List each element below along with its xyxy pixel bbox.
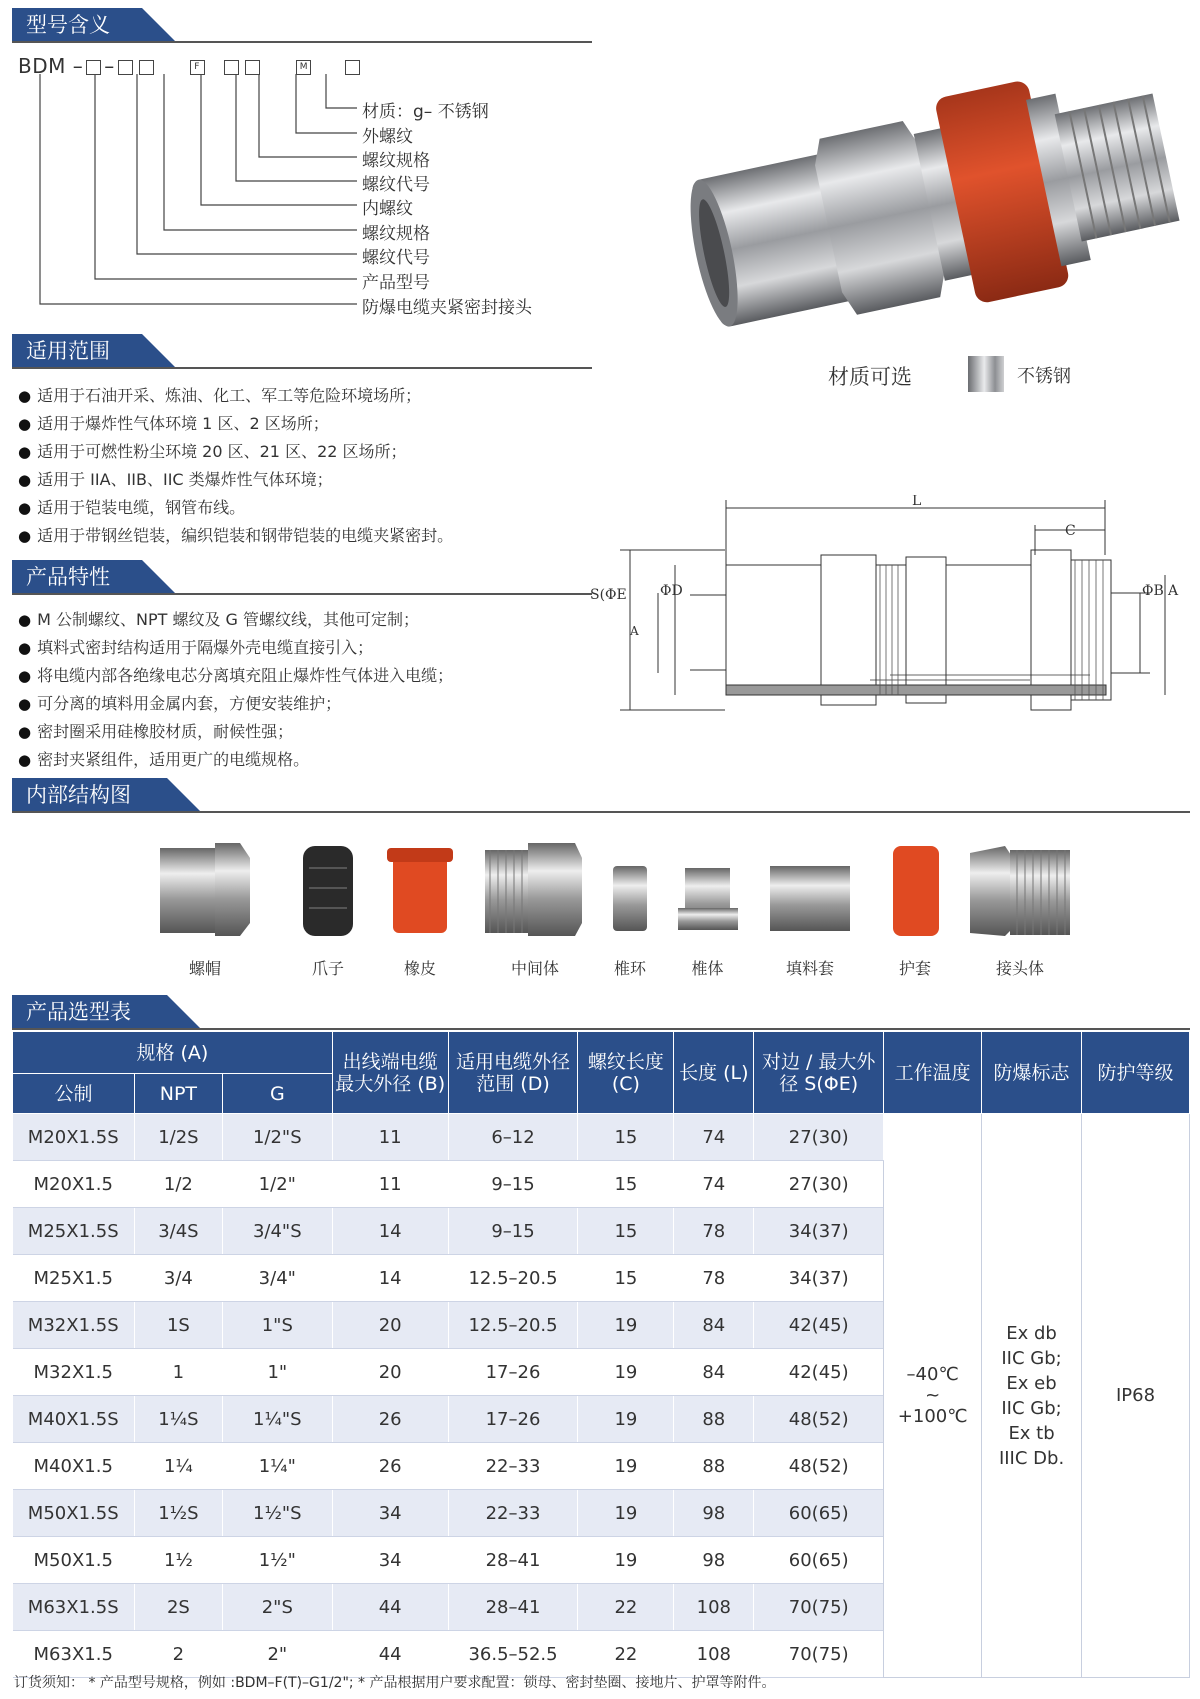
header-g: G bbox=[222, 1074, 332, 1114]
table-cell: 1S bbox=[134, 1302, 222, 1349]
section-title: 产品特性 bbox=[12, 560, 142, 594]
table-cell: 2"S bbox=[222, 1584, 332, 1631]
table-cell: 1½"S bbox=[222, 1490, 332, 1537]
dim-c: C bbox=[1065, 523, 1076, 539]
table-cell: M20X1.5 bbox=[13, 1161, 135, 1208]
table-cell: 34(37) bbox=[754, 1255, 884, 1302]
model-code: BDM – – F M bbox=[18, 54, 363, 78]
part-label: 椎环 bbox=[613, 959, 646, 978]
table-cell: 1 bbox=[134, 1349, 222, 1396]
table-cell: 19 bbox=[578, 1349, 674, 1396]
part-connector-body bbox=[965, 838, 1075, 978]
ex-mark: Ex db IIC Gb; Ex eb IIC Gb; Ex tb IIIC Db. bbox=[998, 1322, 1065, 1469]
table-cell: M32X1.5 bbox=[13, 1349, 135, 1396]
part-sheath bbox=[885, 838, 945, 978]
selection-table bbox=[12, 1031, 1190, 1678]
part-middle-body bbox=[480, 838, 590, 978]
table-cell: 2 bbox=[134, 1631, 222, 1678]
table-cell: M50X1.5S bbox=[13, 1490, 135, 1537]
temp-max: +100℃ bbox=[897, 1406, 968, 1427]
header-ip: 防护等级 bbox=[1082, 1032, 1190, 1114]
list-item: ● 密封夹紧组件，适用更广的电缆规格。 bbox=[18, 746, 453, 774]
table-cell: 9–15 bbox=[448, 1161, 578, 1208]
table-cell: 42(45) bbox=[754, 1349, 884, 1396]
table-cell: 9–15 bbox=[448, 1208, 578, 1255]
model-prefix: BDM bbox=[18, 54, 66, 78]
section-header-features bbox=[12, 560, 592, 594]
table-cell: 34 bbox=[332, 1490, 448, 1537]
table-cell: 14 bbox=[332, 1208, 448, 1255]
table-cell: 78 bbox=[674, 1208, 754, 1255]
material-label: 材质可选 bbox=[828, 365, 912, 389]
table-cell: 22 bbox=[578, 1631, 674, 1678]
table-cell: 15 bbox=[578, 1255, 674, 1302]
table-cell: 22–33 bbox=[448, 1443, 578, 1490]
table-cell: 2" bbox=[222, 1631, 332, 1678]
table-cell: 48(52) bbox=[754, 1443, 884, 1490]
technical-drawing bbox=[590, 495, 1190, 720]
steel-swatch bbox=[968, 356, 1004, 392]
section-title: 适用范围 bbox=[12, 334, 142, 368]
table-cell: 14 bbox=[332, 1255, 448, 1302]
dim-b: ΦB bbox=[1142, 583, 1164, 599]
table-cell: 11 bbox=[332, 1161, 448, 1208]
table-cell: 20 bbox=[332, 1302, 448, 1349]
table-cell: 1" bbox=[222, 1349, 332, 1396]
table-cell: 44 bbox=[332, 1631, 448, 1678]
ip-rating: IP68 bbox=[1115, 1385, 1156, 1406]
table-cell: 98 bbox=[674, 1490, 754, 1537]
table-cell: 3/4S bbox=[134, 1208, 222, 1255]
table-cell: M32X1.5S bbox=[13, 1302, 135, 1349]
section-header-selection bbox=[12, 995, 1190, 1029]
table-cell: 22–33 bbox=[448, 1490, 578, 1537]
application-list bbox=[18, 382, 453, 550]
part-label: 中间体 bbox=[510, 959, 559, 978]
legend-product-model: 产品型号 bbox=[362, 273, 430, 293]
table-cell: 1/2" bbox=[222, 1161, 332, 1208]
list-item: ● 可分离的填料用金属内套，方便安装维护； bbox=[18, 690, 453, 718]
header-l: 长度 (L) bbox=[674, 1032, 754, 1114]
table-cell: M40X1.5 bbox=[13, 1443, 135, 1490]
part-label: 螺帽 bbox=[188, 959, 221, 978]
material-option: 不锈钢 bbox=[1017, 366, 1071, 387]
table-row bbox=[13, 1114, 1190, 1161]
header-npt: NPT bbox=[134, 1074, 222, 1114]
table-cell: 1½ bbox=[134, 1537, 222, 1584]
list-item: ● 适用于铠装电缆，钢管布线。 bbox=[18, 494, 453, 522]
table-cell: 12.5–20.5 bbox=[448, 1302, 578, 1349]
table-cell: 15 bbox=[578, 1114, 674, 1161]
dim-a-right: A bbox=[1168, 583, 1179, 599]
legend-material: 材质：g– 不锈钢 bbox=[362, 102, 489, 122]
table-cell: 1¼" bbox=[222, 1443, 332, 1490]
table-cell: 34 bbox=[332, 1537, 448, 1584]
table-cell: 3/4"S bbox=[222, 1208, 332, 1255]
header-temp: 工作温度 bbox=[884, 1032, 982, 1114]
header-spec: 规格 (A) bbox=[13, 1032, 333, 1074]
feature-list bbox=[18, 606, 453, 774]
table-cell: 1"S bbox=[222, 1302, 332, 1349]
table-cell: 28–41 bbox=[448, 1584, 578, 1631]
part-label: 椎体 bbox=[691, 959, 724, 978]
table-cell: 108 bbox=[674, 1631, 754, 1678]
dim-d: ΦD bbox=[660, 583, 683, 599]
table-cell: 1/2S bbox=[134, 1114, 222, 1161]
list-item: ● 适用于石油开采、炼油、化工、军工等危险环境场所； bbox=[18, 382, 453, 410]
product-photo bbox=[690, 60, 1190, 340]
temp-min: –40℃ bbox=[906, 1364, 959, 1385]
list-item: ● 将电缆内部各绝缘电芯分离填充阻止爆炸性气体进入电缆； bbox=[18, 662, 453, 690]
table-cell: 98 bbox=[674, 1537, 754, 1584]
section-title: 内部结构图 bbox=[12, 778, 167, 812]
table-cell: M50X1.5 bbox=[13, 1537, 135, 1584]
table-cell: M25X1.5S bbox=[13, 1208, 135, 1255]
part-label: 填料套 bbox=[785, 959, 834, 978]
table-cell: M25X1.5 bbox=[13, 1255, 135, 1302]
table-cell: 1½S bbox=[134, 1490, 222, 1537]
table-cell: 15 bbox=[578, 1161, 674, 1208]
dim-a-left: A bbox=[630, 624, 639, 638]
box-f: F bbox=[190, 60, 205, 75]
table-cell: 1/2"S bbox=[222, 1114, 332, 1161]
legend-outer-thread: 外螺纹 bbox=[362, 127, 413, 147]
table-cell: 84 bbox=[674, 1349, 754, 1396]
table-cell: 108 bbox=[674, 1584, 754, 1631]
header-se: 对边 / 最大外径 S(ΦE) bbox=[754, 1032, 884, 1114]
table-cell: 1¼S bbox=[134, 1396, 222, 1443]
table-cell: 20 bbox=[332, 1349, 448, 1396]
part-label: 护套 bbox=[898, 959, 931, 978]
table-cell: 28–41 bbox=[448, 1537, 578, 1584]
table-cell: 1¼"S bbox=[222, 1396, 332, 1443]
section-header-structure bbox=[12, 778, 1190, 812]
list-item: ● 密封圈采用硅橡胶材质，耐候性强； bbox=[18, 718, 453, 746]
ex-mark-cell bbox=[982, 1114, 1082, 1678]
ip-cell bbox=[1082, 1114, 1190, 1678]
temperature-cell bbox=[884, 1114, 982, 1678]
dim-se: S(ΦE bbox=[590, 587, 627, 603]
part-label: 橡皮 bbox=[403, 959, 436, 978]
table-cell: 1¼ bbox=[134, 1443, 222, 1490]
part-filler-sleeve bbox=[760, 838, 860, 978]
model-legend-lines bbox=[0, 0, 600, 320]
legend-thread-code-2: 螺纹代号 bbox=[362, 248, 430, 268]
header-c: 螺纹长度 (C) bbox=[578, 1032, 674, 1114]
dim-l: L bbox=[912, 495, 922, 509]
table-cell: 70(75) bbox=[754, 1631, 884, 1678]
section-title: 型号含义 bbox=[12, 8, 142, 42]
table-cell: 3/4 bbox=[134, 1255, 222, 1302]
table-cell: 19 bbox=[578, 1302, 674, 1349]
table-cell: M63X1.5S bbox=[13, 1584, 135, 1631]
table-cell: 1½" bbox=[222, 1537, 332, 1584]
section-title: 产品选型表 bbox=[12, 995, 167, 1029]
part-claw bbox=[283, 838, 373, 978]
table-cell: 12.5–20.5 bbox=[448, 1255, 578, 1302]
table-cell: 17–26 bbox=[448, 1349, 578, 1396]
table-cell: 2S bbox=[134, 1584, 222, 1631]
table-cell: 3/4" bbox=[222, 1255, 332, 1302]
table-cell: 19 bbox=[578, 1490, 674, 1537]
legend-thread-spec: 螺纹规格 bbox=[362, 151, 430, 171]
table-cell: 22 bbox=[578, 1584, 674, 1631]
table-cell: 36.5–52.5 bbox=[448, 1631, 578, 1678]
table-cell: 15 bbox=[578, 1208, 674, 1255]
table-cell: 88 bbox=[674, 1396, 754, 1443]
header-ex: 防爆标志 bbox=[982, 1032, 1082, 1114]
table-cell: M20X1.5S bbox=[13, 1114, 135, 1161]
header-b: 出线端电缆最大外径 (B) bbox=[332, 1032, 448, 1114]
part-label: 爪子 bbox=[311, 959, 344, 978]
list-item: ● 适用于可燃性粉尘环境 20 区、21 区、22 区场所； bbox=[18, 438, 453, 466]
legend-product-name: 防爆电缆夹紧密封接头 bbox=[362, 298, 532, 318]
part-rubber bbox=[375, 838, 465, 978]
order-note: 订货须知： * 产品型号规格，例如 :BDM–F(T)–G1/2"; * 产品根据用户要求配置：锁母、密封垫圈、接地片、护罩等附件。 bbox=[14, 1675, 776, 1691]
part-label: 接头体 bbox=[995, 959, 1044, 978]
table-cell: 19 bbox=[578, 1443, 674, 1490]
table-cell: 70(75) bbox=[754, 1584, 884, 1631]
part-cone bbox=[670, 838, 745, 978]
table-cell: M40X1.5S bbox=[13, 1396, 135, 1443]
header-d: 适用电缆外径范围 (D) bbox=[448, 1032, 578, 1114]
table-cell: 6–12 bbox=[448, 1114, 578, 1161]
table-cell: 74 bbox=[674, 1114, 754, 1161]
table-cell: 42(45) bbox=[754, 1302, 884, 1349]
table-cell: 11 bbox=[332, 1114, 448, 1161]
table-cell: 19 bbox=[578, 1396, 674, 1443]
legend-thread-spec-2: 螺纹规格 bbox=[362, 224, 430, 244]
table-cell: 44 bbox=[332, 1584, 448, 1631]
legend-inner-thread: 内螺纹 bbox=[362, 199, 413, 219]
table-cell: 88 bbox=[674, 1443, 754, 1490]
header-metric: 公制 bbox=[13, 1074, 135, 1114]
table-cell: 74 bbox=[674, 1161, 754, 1208]
table-cell: 60(65) bbox=[754, 1537, 884, 1584]
list-item: ● 适用于爆炸性气体环境 1 区、2 区场所； bbox=[18, 410, 453, 438]
table-cell: 26 bbox=[332, 1396, 448, 1443]
part-cone-ring bbox=[605, 838, 655, 978]
table-cell: 27(30) bbox=[754, 1114, 884, 1161]
table-cell: M63X1.5 bbox=[13, 1631, 135, 1678]
table-cell: 26 bbox=[332, 1443, 448, 1490]
table-cell: 19 bbox=[578, 1537, 674, 1584]
table-cell: 27(30) bbox=[754, 1161, 884, 1208]
part-nut bbox=[155, 838, 255, 978]
table-cell: 1/2 bbox=[134, 1161, 222, 1208]
table-cell: 34(37) bbox=[754, 1208, 884, 1255]
list-item: ● 适用于带钢丝铠装，编织铠装和钢带铠装的电缆夹紧密封。 bbox=[18, 522, 453, 550]
temp-sep: ~ bbox=[925, 1385, 941, 1406]
table-cell: 17–26 bbox=[448, 1396, 578, 1443]
table-cell: 78 bbox=[674, 1255, 754, 1302]
table-cell: 48(52) bbox=[754, 1396, 884, 1443]
list-item: ● M 公制螺纹、NPT 螺纹及 G 管螺纹线，其他可定制； bbox=[18, 606, 453, 634]
list-item: ● 填料式密封结构适用于隔爆外壳电缆直接引入； bbox=[18, 634, 453, 662]
legend-thread-code: 螺纹代号 bbox=[362, 175, 430, 195]
table-cell: 84 bbox=[674, 1302, 754, 1349]
section-header-application bbox=[12, 334, 592, 368]
box-m: M bbox=[296, 60, 311, 75]
list-item: ● 适用于 IIA、IIB、IIC 类爆炸性气体环境； bbox=[18, 466, 453, 494]
table-cell: 60(65) bbox=[754, 1490, 884, 1537]
